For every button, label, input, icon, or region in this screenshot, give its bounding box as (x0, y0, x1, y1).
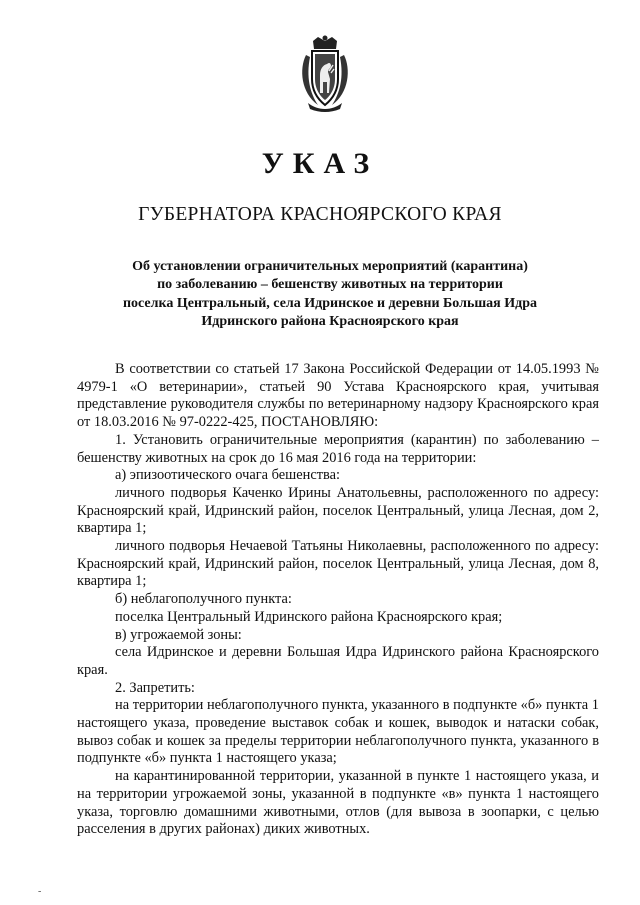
paragraph-item-2: 2. Запретить: (115, 679, 195, 696)
paragraph-address-1: личного подворья Каченко Ирины Анатольевны, расположенного по адресу: Красноярский край, Идринский район, поселок Центральный, улица Лесная, дом 2, квартира 1; (77, 484, 599, 537)
margin-mark: - (38, 886, 42, 897)
document-body (77, 361, 599, 839)
paragraph-subitem-b: б) неблагополучного пункта: (115, 591, 292, 608)
paragraph-subitem-a: а) эпизоотического очага бешенства: (115, 467, 341, 484)
heading-line: поселка Центральный, села Идринское и деревни Большая Идра (122, 295, 537, 311)
paragraph-prohibition-2: на карантинированной территории, указанной в пункте 1 настоящего указа, и на территории угрожаемой зоны, указанной в подпункте «в» пункта 1 настоящего указа, торговлю домашними животными, отлов (для вывоза в зоопарки, с целью расселения в других районах) диких животных. (77, 768, 599, 838)
coat-of-arms-emblem (296, 35, 354, 113)
document-subtitle: ГУБЕРНАТОРА КРАСНОЯРСКОГО КРАЯ (138, 204, 502, 225)
paragraph-subitem-c: в) угрожаемой зоны: (115, 626, 242, 643)
paragraph-item-1: 1. Установить ограничительные мероприятия (карантин) по заболеванию – бешенству животных на срок до 16 мая 2016 года на территории: (77, 431, 599, 466)
heading-line: Об установлении ограничительных мероприятий (карантина) (132, 259, 528, 274)
heading-line: по заболеванию – бешенству животных на территории (157, 277, 503, 293)
paragraph-settlement: поселка Центральный Идринского района Красноярского края; (115, 608, 503, 625)
heading-line: Идринского района Красноярского края (201, 314, 459, 330)
document-title: УКАЗ (261, 147, 379, 180)
paragraph-threat-zone: села Идринское и деревни Большая Идра Идринского района Красноярского края. (77, 644, 599, 678)
paragraph-address-2: личного подворья Нечаевой Татьяны Николаевны, расположенного по адресу: Красноярский край, Идринский район, поселок Центральный, улица Лесная, дом 8, квартира 1; (77, 538, 599, 590)
document-heading (60, 258, 600, 332)
paragraph-prohibition-1: на территории неблагополучного пункта, указанного в подпункте «б» пункта 1 настоящего указа, проведение выставок собак и кошек, выводок и натаски собак, вывоз собак и кошек за пределы территории неблагополучного пункта, указанного в подпункте «б» пункта 1 настоящего указа; (77, 697, 599, 767)
paragraph-preamble: В соответствии со статьей 17 Закона Российской Федерации от 14.05.1993 № 4979-1 «О ветеринарии», статьей 90 Устава Красноярского края, учитывая представление руководителя службы по ветеринарному надзору Красноярского края от 18.03.2016 № 97-0222-425, ПОСТАНОВЛЯЮ: (77, 361, 599, 431)
